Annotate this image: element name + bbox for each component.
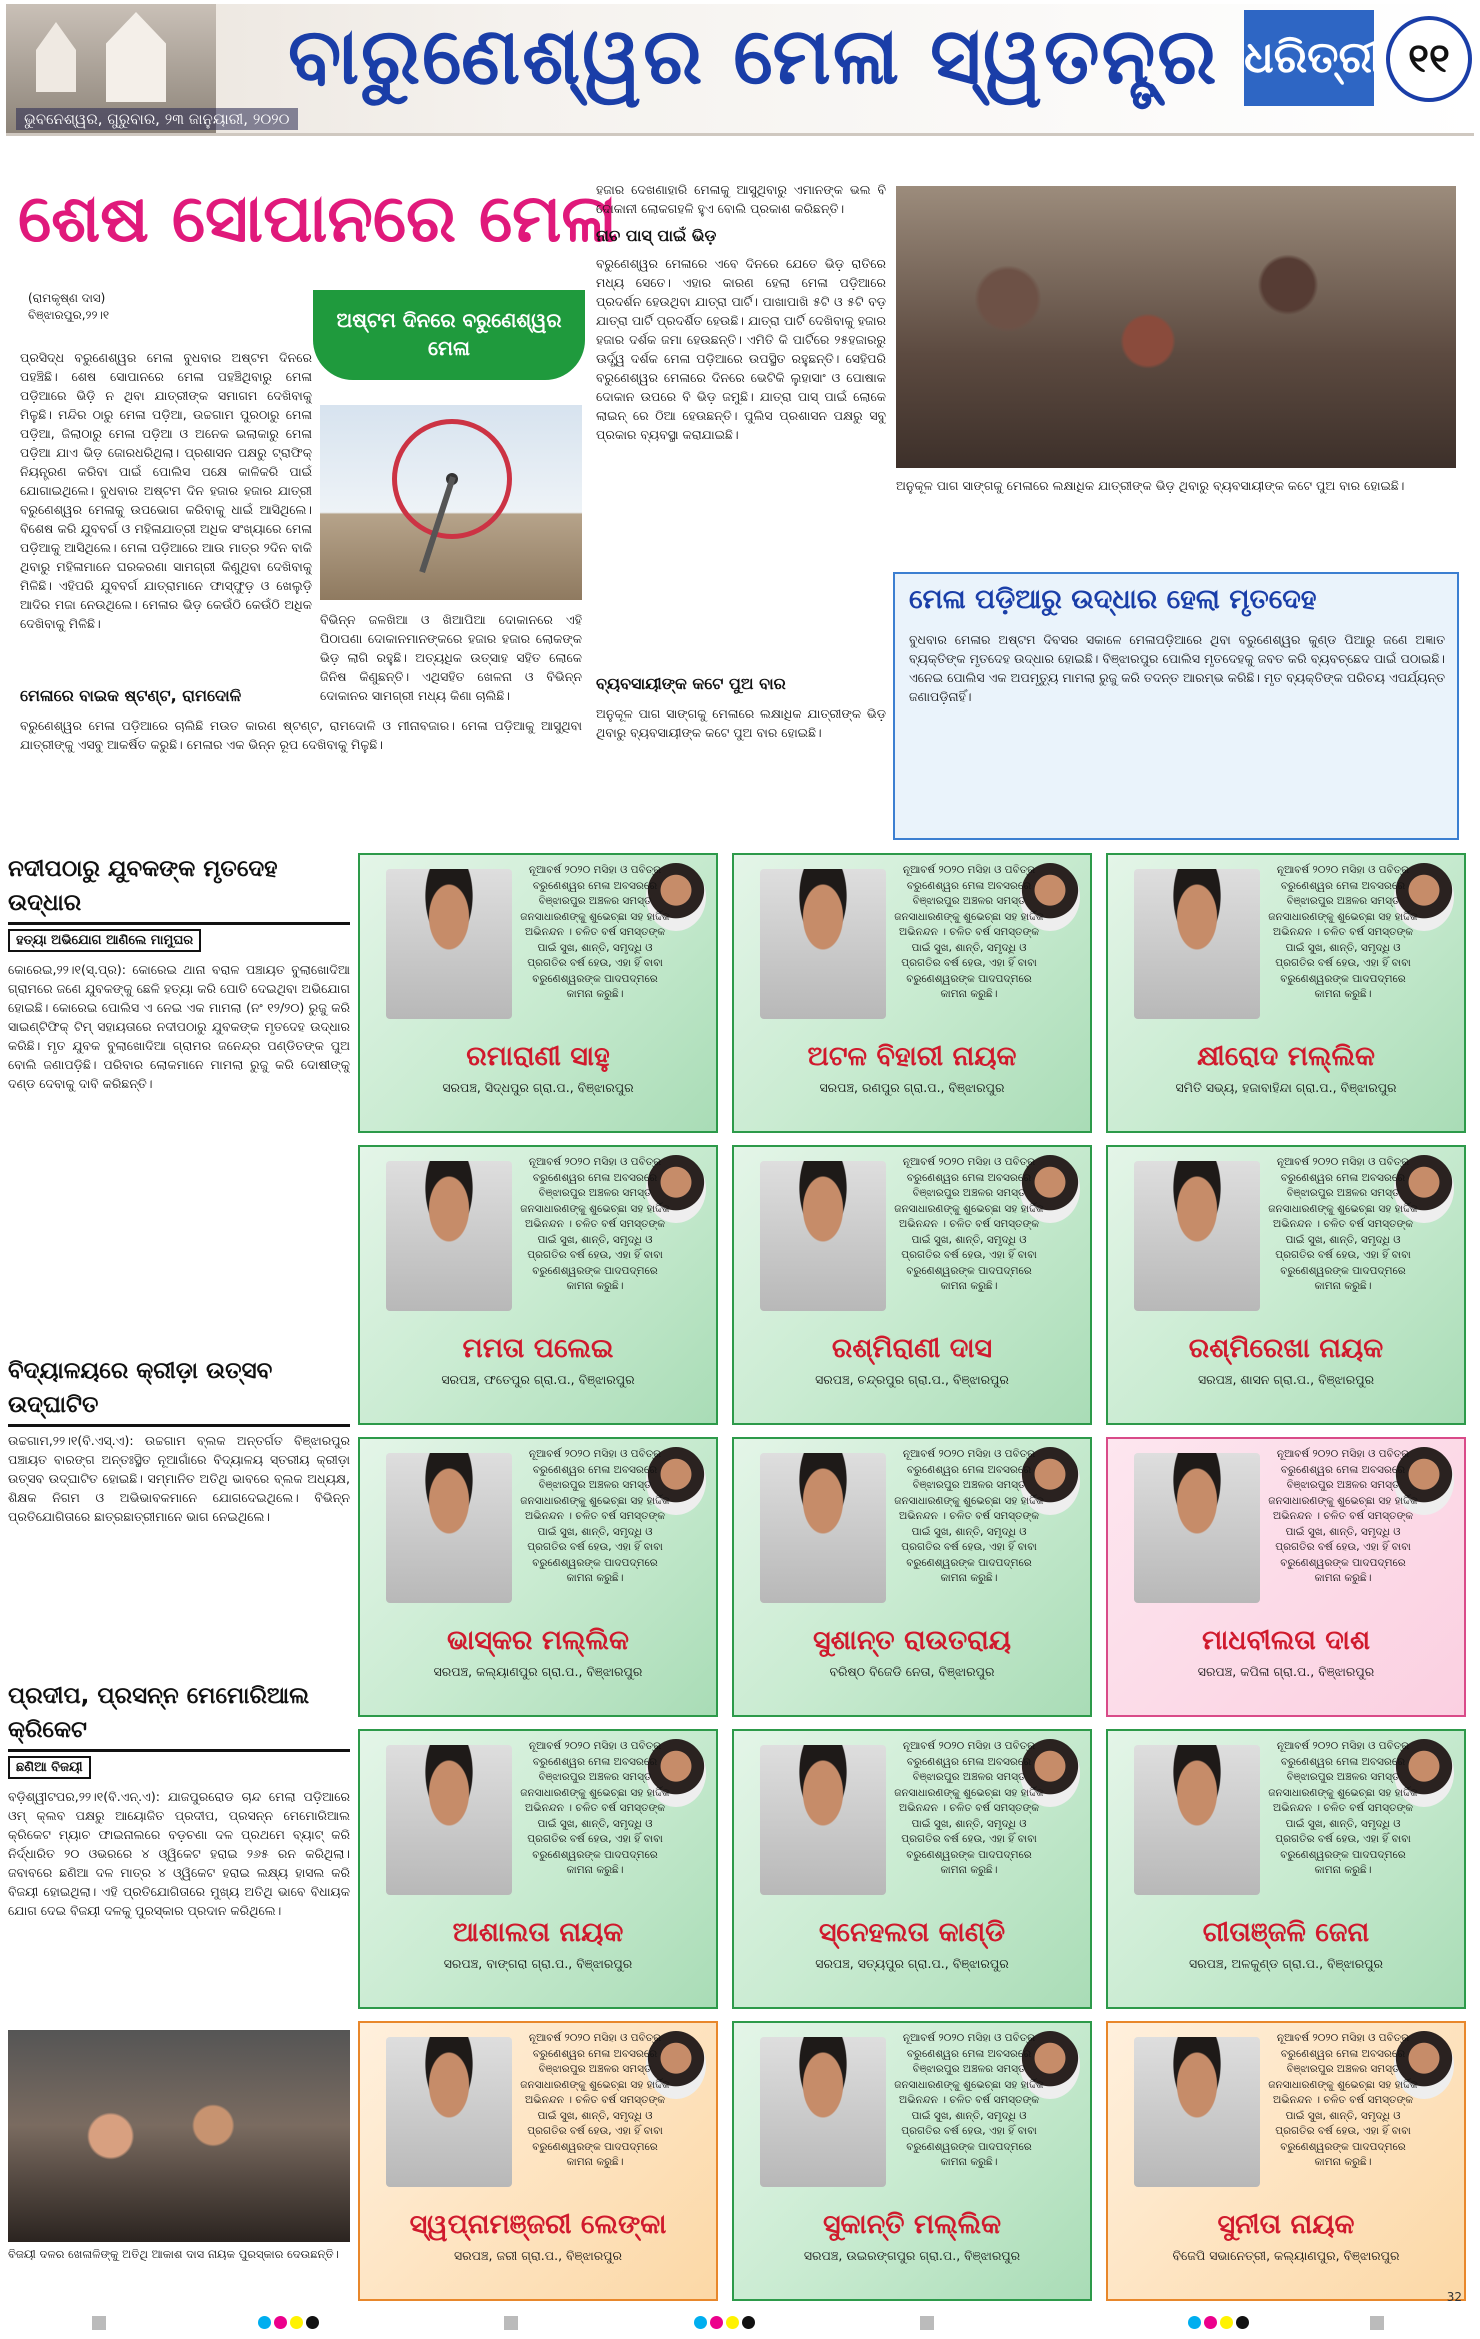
- ad-message: ନୂଆବର୍ଷ ୨୦୨୦ ମସିହା ଓ ପବିତ୍ର ବରୁଣେଶ୍ୱର ମେଳା ଅବସରରେ ବିଞ୍ଝାରପୁର ଅଞ୍ଚଳର ସମସ୍ତ ଜନସାଧାରଣଙ୍କୁ ଶୁଭେଚ୍ଛା ସହ ହାର୍ଦ୍ଦିକ ଅଭିନନ୍ଦନ । ଚଳିତ ବର୍ଷ ସମସ୍ତଙ୍କ ପାଇଁ ସୁଖ, ଶାନ୍ତି, ସମୃଦ୍ଧି ଓ ପ୍ରଗତିର ବର୍ଷ ହେଉ, ଏହା ହିଁ ବାବା ବରୁଣେଶ୍ୱରଙ୍କ ପାଦପଦ୍ମରେ କାମନା କରୁଛି।: [520, 864, 670, 1000]
- ad-message: ନୂଆବର୍ଷ ୨୦୨୦ ମସିହା ଓ ପବିତ୍ର ବରୁଣେଶ୍ୱର ମେଳା ଅବସରରେ ବିଞ୍ଝାରପୁର ଅଞ୍ଚଳର ସମସ୍ତ ଜନସାଧାରଣଙ୍କୁ ଶୁଭେଚ୍ଛା ସହ ହାର୍ଦ୍ଦିକ ଅଭିନନ୍ଦନ । ଚଳିତ ବର୍ଷ ସମସ୍ତଙ୍କ ପାଇଁ ସୁଖ, ଶାନ୍ତି, ସମୃଦ୍ଧି ଓ ପ୍ରଗତିର ବର୍ଷ ହେଉ, ଏହା ହିଁ ବାବା ବରୁଣେଶ୍ୱରଙ୍କ ପାଦପଦ୍ମରେ କାମନା କରୁଛି।: [894, 1448, 1044, 1584]
- story-body-recovered: କୋରେଇ,୨୨।୧(ସ୍.ପ୍ର): କୋରେଇ ଥାନା ବରାଳ ପଞ୍ଚାୟତ ବୁଲାଖୋଦିଆ ଗ୍ରାମରେ ଜଣେ ଯୁବକଙ୍କୁ ଛେଳି ହତ୍ୟା କରି ପୋତି ଦେଇଥିବା ଅଭିଯୋଗ ହୋଇଛି। କୋରେଇ ପୋଲିସ ଏ ନେଇ ଏକ ମାମଲା (ନଂ ୧୨/୨୦) ରୁଜୁ କରି ସାଇଣ୍ଟିଫିକ୍ ଟିମ୍ ସହାୟତାରେ ନଦୀପଠାରୁ ଯୁବକଙ୍କ ମୃତଦେହ ଉଦ୍ଧାର କରିଛି। ମୃତ ଯୁବକ ବୁଲାଖୋଦିଆ ଗ୍ରାମର ଜନେନ୍ଦ୍ର ପଣ୍ଡିତଙ୍କ ପୁଅ ବୋଲି ଜଣାପଡ଼ିଛି। ପରିବାର ଲୋକମାନେ ମାମଲା ରୁଜୁ କରି ଦୋଷୀଙ୍କୁ ଦଣ୍ଡ ଦେବାକୁ ଦାବି କରିଛନ୍ତି।: [8, 962, 350, 1091]
- lead-column-1b: ବରୁଣେଶ୍ୱର ମେଳା ପଡ଼ିଆରେ ଚାଲିଛି ମଉତ କାରଣ ଷ୍ଟଣ୍ଟ, ରାମଦୋଳି ଓ ମୀନାବଜାର। ମେଳା ପଡ଼ିଆକୁ ଆସୁଥିବା ଯାତ୍ରୀଙ୍କୁ ଏସବୁ ଆକର୍ଷିତ କରୁଛି। ମେଳାର ଏକ ଭିନ୍ନ ରୂପ ଦେଖିବାକୁ ମିଳୁଛି।: [20, 718, 582, 752]
- ad-portrait: [1134, 1161, 1260, 1311]
- ad-portrait: [1134, 1745, 1260, 1895]
- ad-message: ନୂଆବର୍ଷ ୨୦୨୦ ମସିହା ଓ ପବିତ୍ର ବରୁଣେଶ୍ୱର ମେଳା ଅବସରରେ ବିଞ୍ଝାରପୁର ଅଞ୍ଚଳର ସମସ୍ତ ଜନସାଧାରଣଙ୍କୁ ଶୁଭେଚ୍ଛା ସହ ହାର୍ଦ୍ଦିକ ଅଭିନନ୍ଦନ । ଚଳିତ ବର୍ଷ ସମସ୍ତଙ୍କ ପାଇଁ ସୁଖ, ଶାନ୍ତି, ସମୃଦ୍ଧି ଓ ପ୍ରଗତିର ବର୍ଷ ହେଉ, ଏହା ହିଁ ବାବା ବରୁଣେଶ୍ୱରଙ୍କ ପାଦପଦ୍ମରେ କାମନା କରୁଛି।: [1268, 864, 1418, 1000]
- subhead-bike-stunt: ମେଳାରେ ବାଇକ ଷ୍ଟଣ୍ଟ, ରାମଦୋଳି: [20, 686, 242, 705]
- ad-person-name: ଆଶାଲତା ନାୟକ: [452, 1917, 624, 1948]
- lead-story: [8, 180, 888, 840]
- ad-person-title: ସରପଞ୍ଚ, ଚନ୍ଦ୍ରପୁର ଗ୍ରା.ପ., ବିଞ୍ଝାରପୁର: [815, 1372, 1009, 1387]
- greeting-ad: [358, 1729, 718, 2009]
- ad-message: ନୂଆବର୍ଷ ୨୦୨୦ ମସିହା ଓ ପବିତ୍ର ବରୁଣେଶ୍ୱର ମେଳା ଅବସରରେ ବିଞ୍ଝାରପୁର ଅଞ୍ଚଳର ସମସ୍ତ ଜନସାଧାରଣଙ୍କୁ ଶୁଭେଚ୍ଛା ସହ ହାର୍ଦ୍ଦିକ ଅଭିନନ୍ଦନ । ଚଳିତ ବର୍ଷ ସମସ୍ତଙ୍କ ପାଇଁ ସୁଖ, ଶାନ୍ତି, ସମୃଦ୍ଧି ଓ ପ୍ରଗତିର ବର୍ଷ ହେଉ, ଏହା ହିଁ ବାବା ବରୁଣେଶ୍ୱରଙ୍କ ପାଦପଦ୍ମରେ କାମନା କରୁଛି।: [520, 2032, 670, 2168]
- ferris-wheel-photo: [320, 405, 582, 600]
- ad-message: ନୂଆବର୍ଷ ୨୦୨୦ ମସିହା ଓ ପବିତ୍ର ବରୁଣେଶ୍ୱର ମେଳା ଅବସରରେ ବିଞ୍ଝାରପୁର ଅଞ୍ଚଳର ସମସ୍ତ ଜନସାଧାରଣଙ୍କୁ ଶୁଭେଚ୍ଛା ସହ ହାର୍ଦ୍ଦିକ ଅଭିନନ୍ଦନ । ଚଳିତ ବର୍ଷ ସମସ୍ତଙ୍କ ପାଇଁ ସୁଖ, ଶାନ୍ତି, ସମୃଦ୍ଧି ଓ ପ୍ରଗତିର ବର୍ଷ ହେଉ, ଏହା ହିଁ ବାବା ବରୁଣେଶ୍ୱରଙ୍କ ପାଦପଦ୍ମରେ କାମନା କରୁଛି।: [894, 864, 1044, 1000]
- greeting-ad: [732, 1145, 1092, 1425]
- page-number-badge: ୧୧: [1386, 16, 1472, 102]
- ad-person-name: ଅଟଳ ବିହାରୀ ନାୟକ: [807, 1041, 1017, 1072]
- lead-headline: ଶେଷ ସୋପାନରେ ମେଳା: [18, 180, 618, 257]
- ad-message: ନୂଆବର୍ଷ ୨୦୨୦ ମସିହା ଓ ପବିତ୍ର ବରୁଣେଶ୍ୱର ମେଳା ଅବସରରେ ବିଞ୍ଝାରପୁର ଅଞ୍ଚଳର ସମସ୍ତ ଜନସାଧାରଣଙ୍କୁ ଶୁଭେଚ୍ଛା ସହ ହାର୍ଦ୍ଦିକ ଅଭିନନ୍ଦନ । ଚଳିତ ବର୍ଷ ସମସ୍ତଙ୍କ ପାଇଁ ସୁଖ, ଶାନ୍ତି, ସମୃଦ୍ଧି ଓ ପ୍ରଗତିର ବର୍ଷ ହେଉ, ଏହା ହିଁ ବାବା ବରୁଣେଶ୍ୱରଙ୍କ ପାଦପଦ୍ମରେ କାମନା କରୁଛି।: [520, 1448, 670, 1584]
- headline-sports-festival: ବିଦ୍ୟାଳୟରେ କ୍ରୀଡ଼ା ଉତ୍ସବ ଉଦ୍‌ଘାଟିତ: [8, 1354, 350, 1427]
- greeting-ad: [358, 853, 718, 1133]
- ad-person-name: ଗୀତାଞ୍ଜଳି ଜେନା: [1202, 1917, 1370, 1948]
- photo-caption: ବିଜୟୀ ଦଳର ଖେଳାଳିଙ୍କୁ ଅତିଥି ଆକାଶ ଦାସ ନାୟକ ପୁରସ୍କାର ଦେଉଛନ୍ତି।: [8, 2247, 339, 2261]
- subhead-dance-pass: ନାଚ ପାସ୍ ପାଇଁ ଭିଡ଼: [596, 226, 717, 245]
- ad-portrait: [760, 1161, 886, 1311]
- ad-portrait: [760, 2037, 886, 2187]
- headline-body-recovered: ନଦୀପଠାରୁ ଯୁବକଙ୍କ ମୃତଦେହ ଉଦ୍ଧାର: [8, 852, 350, 925]
- ad-portrait: [386, 1161, 512, 1311]
- boxed-story: [893, 572, 1459, 840]
- crowd-photo: [896, 186, 1456, 468]
- ad-portrait: [1134, 1453, 1260, 1603]
- ad-portrait: [1134, 869, 1260, 1019]
- greeting-ad: [1106, 1437, 1466, 1717]
- greeting-ad: [732, 1437, 1092, 1717]
- ad-person-title: ସରପଞ୍ଚ, ଉଇରଙ୍ଗପୁର ଗ୍ରା.ପ., ବିଞ୍ଝାରପୁର: [803, 2248, 1021, 2263]
- ad-portrait: [760, 1453, 886, 1603]
- ad-message: ନୂଆବର୍ଷ ୨୦୨୦ ମସିହା ଓ ପବିତ୍ର ବରୁଣେଶ୍ୱର ମେଳା ଅବସରରେ ବିଞ୍ଝାରପୁର ଅଞ୍ଚଳର ସମସ୍ତ ଜନସାଧାରଣଙ୍କୁ ଶୁଭେଚ୍ଛା ସହ ହାର୍ଦ୍ଦିକ ଅଭିନନ୍ଦନ । ଚଳିତ ବର୍ଷ ସମସ୍ତଙ୍କ ପାଇଁ ସୁଖ, ଶାନ୍ତି, ସମୃଦ୍ଧି ଓ ପ୍ରଗତିର ବର୍ଷ ହେଉ, ଏହା ହିଁ ବାବା ବରୁଣେଶ୍ୱରଙ୍କ ପାଦପଦ୍ମରେ କାମନା କରୁଛି।: [894, 2032, 1044, 2168]
- ad-message: ନୂଆବର୍ଷ ୨୦୨୦ ମସିହା ଓ ପବିତ୍ର ବରୁଣେଶ୍ୱର ମେଳା ଅବସରରେ ବିଞ୍ଝାରପୁର ଅଞ୍ଚଳର ସମସ୍ତ ଜନସାଧାରଣଙ୍କୁ ଶୁଭେଚ୍ଛା ସହ ହାର୍ଦ୍ଦିକ ଅଭିନନ୍ଦନ । ଚଳିତ ବର୍ଷ ସମସ୍ତଙ୍କ ପାଇଁ ସୁଖ, ଶାନ୍ତି, ସମୃଦ୍ଧି ଓ ପ୍ରଗତିର ବର୍ଷ ହେଉ, ଏହା ହିଁ ବାବା ବରୁଣେଶ୍ୱରଙ୍କ ପାଦପଦ୍ମରେ କାମନା କରୁଛି।: [894, 1156, 1044, 1292]
- ad-person-title: ସରପଞ୍ଚ, ଜରୀ ଗ୍ରା.ପ., ବିଞ୍ଝାରପୁର: [453, 2248, 622, 2263]
- ad-message: ନୂଆବର୍ଷ ୨୦୨୦ ମସିହା ଓ ପବିତ୍ର ବରୁଣେଶ୍ୱର ମେଳା ଅବସରରେ ବିଞ୍ଝାରପୁର ଅଞ୍ଚଳର ସମସ୍ତ ଜନସାଧାରଣଙ୍କୁ ଶୁଭେଚ୍ଛା ସହ ହାର୍ଦ୍ଦିକ ଅଭିନନ୍ଦନ । ଚଳିତ ବର୍ଷ ସମସ୍ତଙ୍କ ପାଇଁ ସୁଖ, ଶାନ୍ତି, ସମୃଦ୍ଧି ଓ ପ୍ରଗତିର ବର୍ଷ ହେଉ, ଏହା ହିଁ ବାବା ବରୁଣେଶ୍ୱରଙ୍କ ପାଦପଦ୍ମରେ କାମନା କରୁଛି।: [520, 1156, 670, 1292]
- ad-person-title: ସରପଞ୍ଚ, ରଣପୁର ଗ୍ରା.ପ., ବିଞ୍ଝାରପୁର: [819, 1080, 1005, 1095]
- byline-author: (ରାମକୃଷ୍ଣ ଦାସ): [28, 291, 106, 305]
- ad-portrait: [760, 1745, 886, 1895]
- ad-person-title: ସରପଞ୍ଚ, ଫତେପୁର ଗ୍ରା.ପ., ବିଞ୍ଝାରପୁର: [441, 1372, 635, 1387]
- story-sports-festival: ଉଚ୍ଚଗାମ,୨୨।୧(ବି.ଏସ୍.ଏ): ଉଚ୍ଚଗାମ ବ୍ଲକ ଅନ୍ତର୍ଗତ ବିଞ୍ଝାରପୁର ପଞ୍ଚାୟତ ବାରଙ୍ଗ ଅନ୍ତଃସ୍ଥିତ ନୂଆଗାଁରେ ବିଦ୍ୟାଳୟ ସ୍ତରୀୟ କ୍ରୀଡ଼ା ଉତ୍ସବ ଉଦ୍‌ଘାଟିତ ହୋଇଛି। ସମ୍ମାନିତ ଅତିଥି ଭାବରେ ବ୍ଲକ ଅଧ୍ୟକ୍ଷ, ଶିକ୍ଷକ ନିଗମ ଓ ଅଭିଭାବକମାନେ ଯୋଗଦେଇଥିଲେ। ବିଭିନ୍ନ ପ୍ରତିଯୋଗିତାରେ ଛାତ୍ରଛାତ୍ରୀମାନେ ଭାଗ ନେଇଥିଲେ।: [8, 1433, 350, 1524]
- headline-cricket: ପ୍ରଦୀପ, ପ୍ରସନ୍ନ ମେମୋରିଆଲ କ୍ରିକେଟ: [8, 1679, 350, 1752]
- greeting-ads-grid: [358, 853, 1474, 2293]
- ad-message: ନୂଆବର୍ଷ ୨୦୨୦ ମସିହା ଓ ପବିତ୍ର ବରୁଣେଶ୍ୱର ମେଳା ଅବସରରେ ବିଞ୍ଝାରପୁର ଅଞ୍ଚଳର ସମସ୍ତ ଜନସାଧାରଣଙ୍କୁ ଶୁଭେଚ୍ଛା ସହ ହାର୍ଦ୍ଦିକ ଅଭିନନ୍ଦନ । ଚଳିତ ବର୍ଷ ସମସ୍ତଙ୍କ ପାଇଁ ସୁଖ, ଶାନ୍ତି, ସମୃଦ୍ଧି ଓ ପ୍ରଗତିର ବର୍ଷ ହେଉ, ଏହା ହିଁ ବାବା ବରୁଣେଶ୍ୱରଙ୍କ ପାଦପଦ୍ମରେ କାମନା କରୁଛି।: [1268, 1448, 1418, 1584]
- ad-person-title: ସରପଞ୍ଚ, କପିଳା ଗ୍ରା.ପ., ବିଞ୍ଝାରପୁର: [1197, 1664, 1375, 1679]
- ad-person-title: ସରପଞ୍ଚ, ବାଙ୍ଗରା ଗ୍ରା.ପ., ବିଞ୍ଝାରପୁର: [443, 1956, 633, 1971]
- lead-column-1: ପ୍ରସିଦ୍ଧ ବରୁଣେଶ୍ୱର ମେଳା ବୁଧବାର ଅଷ୍ଟମ ଦିନରେ ପହଞ୍ଚିଛି। ଶେଷ ସୋପାନରେ ମେଳା ପହଞ୍ଚିଥିବାରୁ ମେଳା ପଡ଼ିଆରେ ଭିଡ଼ି ନ ଥିବା ଯାତ୍ରୀଙ୍କ ସମାଗମ ଦେଖିବାକୁ ମିଳୁଛି। ମନ୍ଦିର ଠାରୁ ମେଳା ପଡ଼ିଆ, ଉଚ୍ଚଗାମ ପୁରଠାରୁ ମେଳା ପଡ଼ିଆ, ଜିଲାଠାରୁ ମେଳା ପଡ଼ିଆ ଓ ଅନେକ ଇଲାକାରୁ ମେଳା ପଡ଼ିଆ ଯାଏ ଭିଡ଼ ଜୋରଧରିଥିଲା। ପ୍ରଶାସନ ପକ୍ଷରୁ ଟ୍ରାଫିକ୍ ନିୟନ୍ତ୍ରଣ କରିବା ପାଇଁ ପୋଲିସ ପକ୍ଷେ କାଳିକରି ପାଇଁ ଯୋଗାଇଥିଲେ। ବୁଧବାର ଅଷ୍ଟମ ଦିନ ହଜାର ହଜାର ଯାତ୍ରୀ ବରୁଣେଶ୍ୱର ମେଳାକୁ ଉପଭୋଗ କରିବାକୁ ଧାଇଁ ଆସିଥିଲେ। ବିଶେଷ କରି ଯୁବବର୍ଗ ଓ ମହିଳାଯାତ୍ରୀ ଅଧିକ ସଂଖ୍ୟାରେ ମେଳା ପଡ଼ିଆକୁ ଆସିଥିଲେ। ମେଳା ପଡ଼ିଆରେ ଆଉ ମାତ୍ର ୨ଦିନ ବାକି ଥିବାରୁ ମହିଳାମାନେ ଘରକରଣା ସାମଗ୍ରୀ କିଣୁଥିବା ଦେଖିବାକୁ ମିଳିଛି। ଏହିପରି ଯୁବବର୍ଗ ଯାତ୍ରାମାନେ ଫାସ୍ଫୁଡ଼ ଓ ଖେଲୁଡ଼ି ଆଦିର ମଜା ନେଉଥିଲେ। ମେଳାର ଭିଡ଼ କେଉଁଠି କେଉଁଠି ଅଧିକ ଦେଖିବାକୁ ମିଳିଛି।: [20, 350, 312, 631]
- ad-person-name: ମାଧବୀଲତା ଦାଶ: [1201, 1625, 1371, 1656]
- ad-person-name: କ୍ଷୀରୋଦ ମଲ୍ଲିକ: [1197, 1041, 1375, 1072]
- greeting-ad: [358, 1145, 718, 1425]
- print-registration-marks: [0, 2310, 1480, 2336]
- greeting-ad: [358, 1437, 718, 1717]
- greeting-ad: [358, 2021, 718, 2301]
- byline-place: ବିଞ୍ଝାରପୁର,୨୨।୧: [28, 308, 110, 322]
- ad-person-title: ସରପଞ୍ଚ, ଶାସନ ଗ୍ରା.ପ., ବିଞ୍ଝାରପୁର: [1197, 1372, 1375, 1387]
- ad-portrait: [760, 869, 886, 1019]
- boxed-headline: ମେଳା ପଡ଼ିଆରୁ ଉଦ୍ଧାର ହେଲା ମୃତଦେହ: [909, 584, 1317, 615]
- ad-message: ନୂଆବର୍ଷ ୨୦୨୦ ମସିହା ଓ ପବିତ୍ର ବରୁଣେଶ୍ୱର ମେଳା ଅବସରରେ ବିଞ୍ଝାରପୁର ଅଞ୍ଚଳର ସମସ୍ତ ଜନସାଧାରଣଙ୍କୁ ଶୁଭେଚ୍ଛା ସହ ହାର୍ଦ୍ଦିକ ଅଭିନନ୍ଦନ । ଚଳିତ ବର୍ଷ ସମସ୍ତଙ୍କ ପାଇଁ ସୁଖ, ଶାନ୍ତି, ସମୃଦ୍ଧି ଓ ପ୍ରଗତିର ବର୍ଷ ହେଉ, ଏହା ହିଁ ବାବା ବରୁଣେଶ୍ୱରଙ୍କ ପାଦପଦ୍ମରେ କାମନା କରୁଛି।: [520, 1740, 670, 1876]
- ad-portrait: [1134, 2037, 1260, 2187]
- lead-column-3b: ବରୁଣେଶ୍ୱର ମେଳାରେ ଏବେ ଦିନରେ ଯେତେ ଭିଡ଼ ରାତିରେ ମଧ୍ୟ ସେତେ। ଏହାର କାରଣ ହେଲା ମେଳା ପଡ଼ିଆରେ ପ୍ରଦର୍ଶନ ହେଉଥିବା ଯାତ୍ରା ପାର୍ଟି। ପାଖାପାଖି ୫ଟି ଓ ୫ଟି ବଡ଼ ଯାତ୍ରା ପାର୍ଟି ପ୍ରଦର୍ଶିତ ହେଉଛି। ଯାତ୍ରା ପାର୍ଟି ଦେଖିବାକୁ ହଜାର ହଜାର ଦର୍ଶକ ଜମା ହେଉଛନ୍ତି। ଏମିତି କି ପାର୍ଟିରେ ୨୫ହଜାରରୁ ଊର୍ଦ୍ଧ୍ୱ ଦର୍ଶକ ମେଳା ପଡ଼ିଆରେ ଉପସ୍ଥିତ ରହୁଛନ୍ତି। ସେହିପରି ବରୁଣେଶ୍ୱର ମେଳାରେ ଦିନରେ ଭେଟିକି ଲୁହାସାଂ ଓ ପୋଷାକ ଦୋକାନ ଉପରେ ବି ଭିଡ଼ ଜମୁଛି। ଯାତ୍ରା ପାସ୍ ପାଇଁ ଲୋକେ ଲାଇନ୍ ରେ ଠିଆ ହେଉଛନ୍ତି। ପୁଲିସ ପ୍ରଶାସନ ପକ୍ଷରୁ ସବୁ ପ୍ରକାର ବ୍ୟବସ୍ଥା କରାଯାଇଛି।: [596, 256, 886, 442]
- print-page-number: 32: [1446, 2290, 1462, 2304]
- ad-message: ନୂଆବର୍ଷ ୨୦୨୦ ମସିହା ଓ ପବିତ୍ର ବରୁଣେଶ୍ୱର ମେଳା ଅବସରରେ ବିଞ୍ଝାରପୁର ଅଞ୍ଚଳର ସମସ୍ତ ଜନସାଧାରଣଙ୍କୁ ଶୁଭେଚ୍ଛା ସହ ହାର୍ଦ୍ଦିକ ଅଭିନନ୍ଦନ । ଚଳିତ ବର୍ଷ ସମସ୍ତଙ୍କ ପାଇଁ ସୁଖ, ଶାନ୍ତି, ସମୃଦ୍ଧି ଓ ପ୍ରଗତିର ବର୍ଷ ହେଉ, ଏହା ହିଁ ବାବା ବରୁଣେଶ୍ୱରଙ୍କ ପାଦପଦ୍ମରେ କାମନା କରୁଛି।: [894, 1740, 1044, 1876]
- greeting-ad: [1106, 1145, 1466, 1425]
- newspaper-logo: ଧରିତ୍ରୀ: [1244, 10, 1374, 106]
- lead-column-3c: ଅନୁକୂଳ ପାଗ ସାଙ୍ଗକୁ ମେଳାରେ ଲକ୍ଷାଧିକ ଯାତ୍ରୀଙ୍କ ଭିଡ଼ ଥିବାରୁ ବ୍ୟବସାୟୀଙ୍କ କଟେ ପୁଅ ବାର ହୋଇଛି।: [596, 706, 886, 740]
- masthead: [6, 4, 1474, 136]
- ad-person-title: ସମିତି ସଭ୍ୟ, ହଜାବାହିନ୍ଦା ଗ୍ରା.ପ., ବିଞ୍ଝାରପୁର: [1175, 1080, 1397, 1095]
- ad-person-name: ସୁଶାନ୍ତ ରାଉତରାୟ: [812, 1625, 1012, 1656]
- ad-portrait: [386, 869, 512, 1019]
- greeting-ad: [732, 1729, 1092, 2009]
- kicker-winner: ଛଣିଆ ବିଜୟୀ: [8, 1756, 91, 1779]
- ad-message: ନୂଆବର୍ଷ ୨୦୨୦ ମସିହା ଓ ପବିତ୍ର ବରୁଣେଶ୍ୱର ମେଳା ଅବସରରେ ବିଞ୍ଝାରପୁର ଅଞ୍ଚଳର ସମସ୍ତ ଜନସାଧାରଣଙ୍କୁ ଶୁଭେଚ୍ଛା ସହ ହାର୍ଦ୍ଦିକ ଅଭିନନ୍ଦନ । ଚଳିତ ବର୍ଷ ସମସ୍ତଙ୍କ ପାଇଁ ସୁଖ, ଶାନ୍ତି, ସମୃଦ୍ଧି ଓ ପ୍ରଗତିର ବର୍ଷ ହେଉ, ଏହା ହିଁ ବାବା ବରୁଣେଶ୍ୱରଙ୍କ ପାଦପଦ୍ମରେ କାମନା କରୁଛି।: [1268, 2032, 1418, 2168]
- greeting-ad: [1106, 1729, 1466, 2009]
- lead-badge: ଅଷ୍ଟମ ଦିନରେ ବରୁଣେଶ୍ୱର ମେଳା: [313, 290, 585, 380]
- greeting-ad: [1106, 2021, 1466, 2301]
- ad-message: ନୂଆବର୍ଷ ୨୦୨୦ ମସିହା ଓ ପବିତ୍ର ବରୁଣେଶ୍ୱର ମେଳା ଅବସରରେ ବିଞ୍ଝାରପୁର ଅଞ୍ଚଳର ସମସ୍ତ ଜନସାଧାରଣଙ୍କୁ ଶୁଭେଚ୍ଛା ସହ ହାର୍ଦ୍ଦିକ ଅଭିନନ୍ଦନ । ଚଳିତ ବର୍ଷ ସମସ୍ତଙ୍କ ପାଇଁ ସୁଖ, ଶାନ୍ତି, ସମୃଦ୍ଧି ଓ ପ୍ରଗତିର ବର୍ଷ ହେଉ, ଏହା ହିଁ ବାବା ବରୁଣେଶ୍ୱରଙ୍କ ପାଦପଦ୍ମରେ କାମନା କରୁଛି।: [1268, 1740, 1418, 1876]
- greeting-ad: [732, 2021, 1092, 2301]
- subhead-business: ବ୍ୟବସାୟୀଙ୍କ କଟେ ପୁଅ ବାର: [596, 674, 786, 693]
- crowd-caption-text: ଅନୁକୂଳ ପାଗ ସାଙ୍ଗକୁ ମେଳାରେ ଲକ୍ଷାଧିକ ଯାତ୍ରୀଙ୍କ ଭିଡ଼ ଥିବାରୁ ବ୍ୟବସାୟୀଙ୍କ କଟେ ପୁଅ ବାର ହୋଇଛି।: [896, 478, 1405, 493]
- kicker-murder: ହତ୍ୟା ଅଭିଯୋଗ ଆଣିଲେ ମାମୁଘର: [8, 929, 201, 952]
- cricket-prize-photo: [8, 2030, 350, 2242]
- lead-column-2: ବିଭିନ୍ନ ଜଳଖିଆ ଓ ଖିଆପିଆ ଦୋକାନରେ ଏହି ପିଠାପଣା ଦୋକାନମାନଙ୍କରେ ହଜାର ହଜାର ଲୋକଙ୍କ ଭିଡ଼ ଲାଗି ରହୁଛି। ଅତ୍ୟଧିକ ଉତ୍ସାହ ସହିତ ଲୋକେ ଜିନିଷ କିଣୁଛନ୍ତି। ଏଥିସହିତ ଖେଳନା ଓ ବିଭିନ୍ନ ଦୋକାନର ସାମଗ୍ରୀ ମଧ୍ୟ କିଣା ଚାଲିଛି।: [320, 612, 582, 703]
- story-cricket: ବଡ଼ିଶ୍ୱୀଟପର,୨୨।୧(ବି.ଏନ୍.ଏ): ଯାଜପୁରରୋଡ ଚାନ୍ଦ ମେଲା ପଡ଼ିଆରେ ଓମ୍ କ୍ଲବ ପକ୍ଷରୁ ଆୟୋଜିତ ପ୍ରଦୀପ, ପ୍ରସନ୍ନ ମେମୋରିଆଲ କ୍ରିକେଟ ମ୍ୟାଚ ଫାଇନାଲରେ ବଡ଼ଚଣା ଦଳ ପ୍ରଥମେ ବ୍ୟାଟ୍ କରି ନିର୍ଦ୍ଧାରିତ ୨୦ ଓଭରରେ ୪ ଓ୍ୱିକେଟ ହରାଇ ୨୬୫ ରନ କରିଥିଲା। ଜବାବରେ ଛଣିଆ ଦଳ ମାତ୍ର ୪ ଓ୍ୱିକେଟ ହରାଇ ଲକ୍ଷ୍ୟ ହାସଲ କରି ବିଜୟୀ ହୋଇଥିଲା। ଏହି ପ୍ରତିଯୋଗିତାରେ ମୁଖ୍ୟ ଅତିଥି ଭାବେ ବିଧାୟକ ଯୋଗ ଦେଇ ବିଜୟୀ ଦଳକୁ ପୁରସ୍କାର ପ୍ରଦାନ କରିଥିଲେ।: [8, 1789, 350, 1918]
- ad-message: ନୂଆବର୍ଷ ୨୦୨୦ ମସିହା ଓ ପବିତ୍ର ବରୁଣେଶ୍ୱର ମେଳା ଅବସରରେ ବିଞ୍ଝାରପୁର ଅଞ୍ଚଳର ସମସ୍ତ ଜନସାଧାରଣଙ୍କୁ ଶୁଭେଚ୍ଛା ସହ ହାର୍ଦ୍ଦିକ ଅଭିନନ୍ଦନ । ଚଳିତ ବର୍ଷ ସମସ୍ତଙ୍କ ପାଇଁ ସୁଖ, ଶାନ୍ତି, ସମୃଦ୍ଧି ଓ ପ୍ରଗତିର ବର୍ଷ ହେଉ, ଏହା ହିଁ ବାବା ବରୁଣେଶ୍ୱରଙ୍କ ପାଦପଦ୍ମରେ କାମନା କରୁଛି।: [1268, 1156, 1418, 1292]
- ad-portrait: [386, 1453, 512, 1603]
- ad-person-name: ସ୍ନେହଲତା କାଣ୍ଡି: [818, 1917, 1006, 1948]
- boxed-text: ବୁଧବାର ମେଳାର ଅଷ୍ଟମ ଦିବସର ସକାଳେ ମେଳାପଡ଼ିଆରେ ଥିବା ବରୁଣେଶ୍ୱର କୁଣ୍ଡ ପିଆରୁ ଜଣେ ଅଜ୍ଞାତ ବ୍ୟକ୍ତିଙ୍କ ମୃତଦେହ ଉଦ୍ଧାର ହୋଇଛି। ବିଞ୍ଝାରପୁର ପୋଲିସ ମୃତଦେହକୁ ଜବତ କରି ବ୍ୟବଚ୍ଛେଦ ପାଇଁ ପଠାଇଛି। ଏନେଇ ପୋଲିସ ଏକ ଅପମୃତ୍ୟୁ ମାମଲା ରୁଜୁ କରି ତଦନ୍ତ ଆରମ୍ଭ କରିଛି। ମୃତ ବ୍ୟକ୍ତିଙ୍କ ପରିଚୟ ଏପର୍ଯ୍ୟନ୍ତ ଜଣାପଡ଼ିନାହିଁ।: [909, 632, 1445, 704]
- ad-person-title: ସରପଞ୍ଚ, ସତ୍ୟପୁର ଗ୍ରା.ପ., ବିଞ୍ଝାରପୁର: [815, 1956, 1009, 1971]
- ad-person-title: ବିଜେପି ସଭାନେତ୍ରୀ, କଲ୍ୟାଣପୁର, ବିଞ୍ଝାରପୁର: [1172, 2248, 1400, 2263]
- section-title: ବାରୁଣେଶ୍ୱର ମେଳା ସ୍ୱତନ୍ତ୍ର: [288, 12, 1219, 102]
- byline: [28, 290, 109, 324]
- ad-person-title: ସରପଞ୍ଚ, କଲ୍ୟାଣପୁର ଗ୍ରା.ପ., ବିଞ୍ଝାରପୁର: [433, 1664, 643, 1679]
- ad-person-name: ସୁନୀତା ନାୟକ: [1217, 2209, 1355, 2240]
- ad-person-name: ରଶ୍ମିରାଣୀ ଦାସ: [831, 1333, 993, 1364]
- ad-person-name: ଭାସ୍କର ମଲ୍ଲିକ: [447, 1625, 629, 1656]
- ad-person-name: ରମାରାଣୀ ସାହୁ: [466, 1041, 610, 1072]
- greeting-ad: [1106, 853, 1466, 1133]
- greeting-ad: [732, 853, 1092, 1133]
- ad-portrait: [386, 1745, 512, 1895]
- dateline: ଭୁବନେଶ୍ୱର, ଗୁରୁବାର, ୨୩ ଜାନୁୟାରୀ, ୨୦୨୦: [16, 108, 298, 130]
- ad-person-name: ମମତା ପଲେଇ: [462, 1333, 614, 1364]
- ad-portrait: [386, 2037, 512, 2187]
- ad-person-name: ସୁକାନ୍ତି ମଲ୍ଲିକ: [822, 2209, 1002, 2240]
- ad-person-name: ସ୍ୱପ୍ନାମଞ୍ଜରୀ ଲେଙ୍କା: [409, 2209, 667, 2240]
- ad-person-title: ସରପଞ୍ଚ, ସିଦ୍ଧପୁର ଗ୍ରା.ପ., ବିଞ୍ଝାରପୁର: [442, 1080, 634, 1095]
- ad-person-name: ରଶ୍ମିରେଖା ନାୟକ: [1188, 1333, 1384, 1364]
- lead-column-3: ହଜାର ଦେଖଣାହାରି ମେଳାକୁ ଆସୁଥିବାରୁ ଏମାନଙ୍କ ଭଲ ବି ଦୋକାନୀ ଲୋକଗହଳି ହୁଏ ବୋଲି ପ୍ରକାଶ କରିଛନ୍ତି।: [596, 182, 886, 216]
- ad-person-title: ସରପଞ୍ଚ, ଅଳକୁଣ୍ଡ ଗ୍ରା.ପ., ବିଞ୍ଝାରପୁର: [1188, 1956, 1383, 1971]
- ad-person-title: ବରିଷ୍ଠ ବିଜେଡି ନେତା, ବିଞ୍ଝାରପୁର: [829, 1664, 995, 1679]
